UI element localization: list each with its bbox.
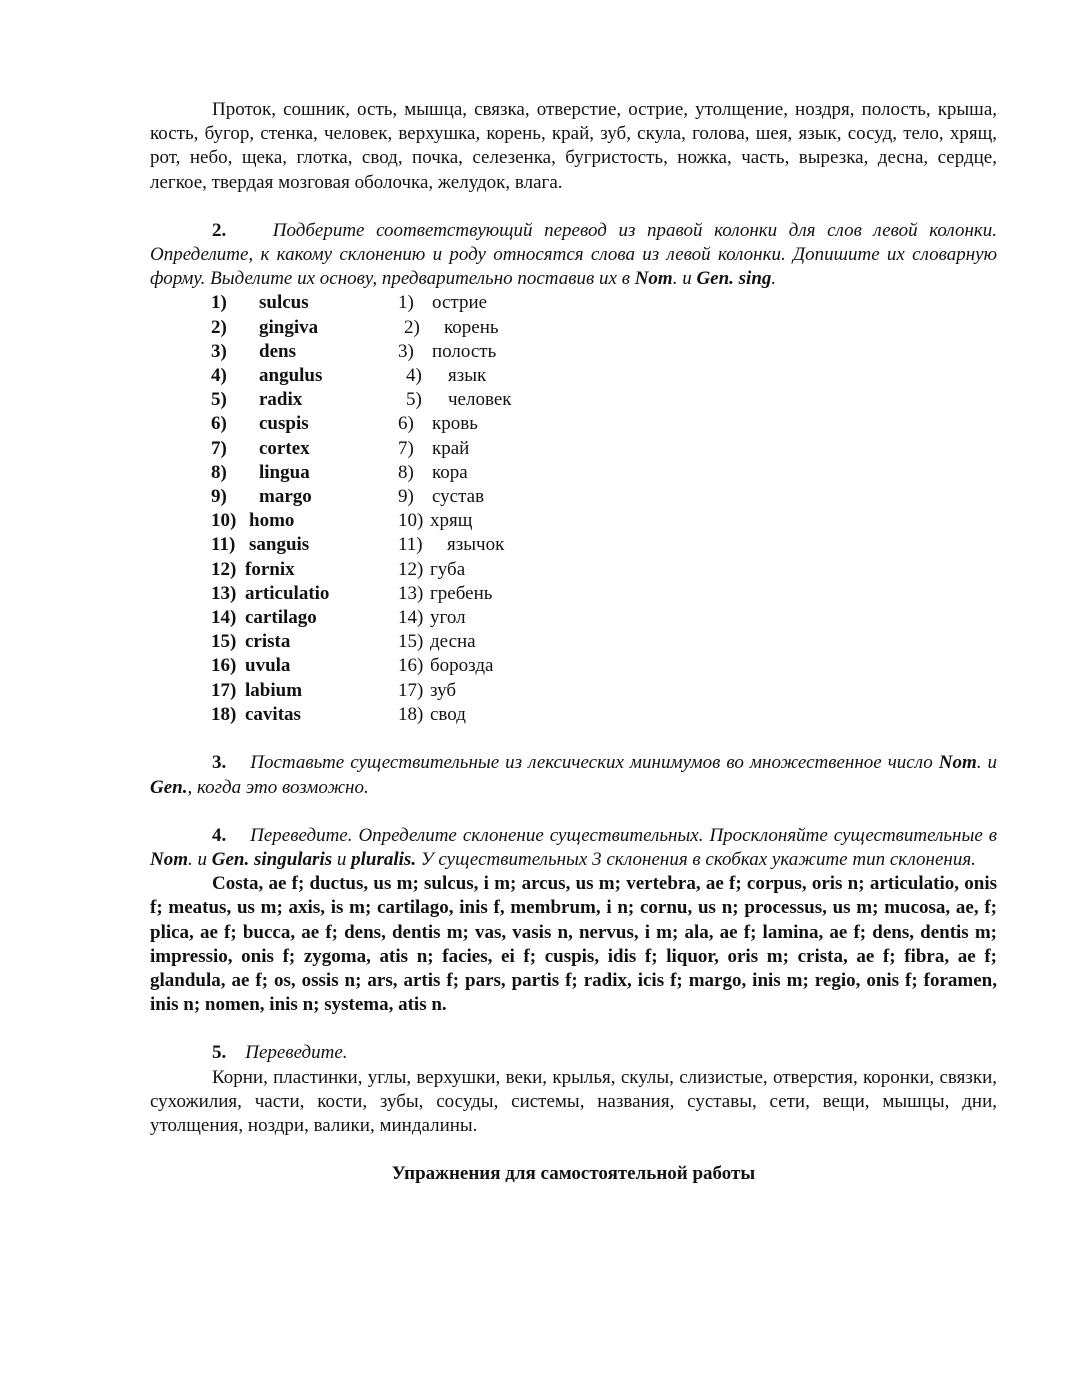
latin-word: sulcus [259,292,309,314]
vocab-row [150,654,997,678]
latin-number: 14) [211,607,237,629]
translation-number: 12) [398,558,424,580]
vocab-row [150,509,997,533]
vocab-row [150,388,997,412]
task3-gen: Gen. [150,776,188,798]
latin-word: labium [245,679,303,701]
vocab-row [150,679,997,703]
task3-instructions [150,751,997,799]
latin-number: 13) [211,582,237,604]
translation-word: свод [430,703,466,725]
latin-word: homo [249,510,295,532]
translation-word: край [432,437,470,459]
task4-text-c: и [332,849,352,871]
translation-number: 16) [398,655,424,677]
latin-number: 2) [211,316,227,338]
task3-text-b: . и [976,752,998,774]
translation-number: 5) [406,389,422,411]
task5-number: 5. [212,1042,227,1064]
translation-number: 3) [398,340,414,362]
translation-number: 13) [398,582,424,604]
translation-word: хрящ [430,510,473,532]
translation-word: кора [432,461,468,483]
vocabulary-table [150,291,997,727]
vocab-row [150,582,997,606]
latin-word: cortex [259,437,310,459]
latin-number: 11) [211,534,236,556]
translation-word: десна [430,631,476,653]
latin-word: gingiva [259,316,319,338]
translation-number: 15) [398,631,424,653]
latin-word: dens [259,340,296,362]
vocab-row [150,340,997,364]
task2-text-b: . и [672,268,697,290]
translation-number: 9) [398,486,414,508]
latin-word: margo [259,486,312,508]
task4-number: 4. [212,824,227,846]
latin-word: cartilago [245,607,317,629]
task4-gen-singularis: Gen. singularis [211,849,333,871]
translation-number: 6) [398,413,414,435]
latin-word: fornix [245,558,295,580]
section-heading: Упражнения для самостоятельной работы [391,1163,756,1185]
task3-text-c: , когда это возможно. [187,776,369,798]
latin-word: crista [245,631,291,653]
translation-word: зуб [430,679,457,701]
translation-word: острие [432,292,488,314]
translation-word: человек [448,389,512,411]
latin-number: 18) [211,703,237,725]
latin-number: 3) [211,340,227,362]
task4-text-a: Переведите. Определите склонение существительных. Просклоняйте существительные в [250,824,997,846]
latin-number: 1) [211,292,227,314]
task2-nom: Nom [634,268,673,290]
translation-word: гребень [430,582,493,604]
translation-word: угол [430,607,466,629]
task3-nom: Nom [938,752,977,774]
translation-number: 8) [398,461,414,483]
translation-number: 18) [398,703,424,725]
vocab-row [150,291,997,315]
translation-number: 7) [398,437,414,459]
latin-word: lingua [259,461,310,483]
vocab-row [150,316,997,340]
task4-text-d: У существительных 3 склонения в скобках укажите тип склонения. [416,849,976,871]
task2-gen-sing: Gen. sing [696,268,772,290]
task4-instructions [150,824,997,872]
latin-number: 15) [211,631,237,653]
translation-word: язычок [447,534,505,556]
vocab-row [150,558,997,582]
vocab-row [150,364,997,388]
translation-number: 11) [398,534,423,556]
task5-word-list: Корни, пластинки, углы, верхушки, веки, крылья, скулы, слизистые, отверстия, коронки, связки, сухожилия, части, кости, зубы, сосуды, системы, названия, суставы, сети, вещи, мышцы, дни, утолщения, ноздри, валики, миндалины. [150,1066,997,1137]
spacer [150,727,997,751]
translation-number: 2) [404,316,420,338]
translation-number: 17) [398,679,424,701]
spacer [150,1017,997,1041]
spacer [150,1138,997,1162]
task5-heading [150,1041,997,1065]
translation-word: кровь [432,413,478,435]
task2-text-c: . [771,268,777,290]
vocab-row [150,412,997,436]
task2-instructions [150,219,997,292]
latin-word: angulus [259,365,323,387]
intro-word-list: Проток, сошник, ость, мышца, связка, отверстие, острие, утолщение, ноздря, полость, крыша, кость, бугор, стенка, человек, верхушка, корень, край, зуб, скула, голова, шея, язык, сосуд, тело, хрящ, рот, небо, щека, глотка, свод, почка, селезенка, бугристость, ножка, часть, вырезка, десна, сердце, легкое, твердая мозговая оболочка, желудок, влага. [150,99,997,193]
vocab-row [150,630,997,654]
translation-word: корень [444,316,499,338]
latin-word: articulatio [245,582,330,604]
latin-number: 7) [211,437,227,459]
latin-number: 17) [211,679,237,701]
vocab-row [150,437,997,461]
task4-word-list: Costa, ae f; ductus, us m; sulcus, i m; arcus, us m; vertebra, ae f; corpus, oris n; articulatio, onis f; meatus, us m; axis, is m; cartilago, inis f, membrum, i n; cornu, us n; processus, us m; mucosa, ae, f; plica, ae f; bucca, ae f; dens, dentis m; vas, vasis n, nervus, i m; ala, ae f; lamina, ae f; dens, dentis m; impressio, onis f; zygoma, atis n; facies, ei f; cuspis, idis f; liquor, oris m; crista, ae f; fibra, ae f; glandula, ae f; os, ossis n; ars, artis f; pars, partis f; radix, icis f; margo, inis m; regio, onis f; foramen, inis n; nomen, inis n; systema, atis n. [150,873,997,1016]
spacer [150,800,997,824]
task4-pluralis: pluralis. [351,849,417,871]
vocab-row [150,606,997,630]
latin-number: 5) [211,389,227,411]
translation-word: губа [430,558,466,580]
latin-number: 12) [211,558,237,580]
translation-number: 14) [398,607,424,629]
latin-word: cuspis [259,413,309,435]
latin-number: 16) [211,655,237,677]
vocab-row [150,533,997,557]
task5-title: Переведите. [245,1042,348,1064]
task2-text-a: Подберите соответствующий перевод из правой колонки для слов левой колонки. Определите, к какому склонению и роду относятся слова из левой колонки. Допишите их словарную форму. Выделите их основу, предварительно поставив их в [150,219,998,290]
document-page [150,98,997,1186]
latin-word: cavitas [245,703,301,725]
translation-number: 1) [398,292,414,314]
task2-number: 2. [212,219,227,241]
translation-word: полость [432,340,497,362]
latin-word: uvula [245,655,291,677]
latin-number: 10) [211,510,237,532]
task3-text-a: Поставьте существительные из лексических минимумов во множественное число [250,752,939,774]
latin-number: 4) [211,365,227,387]
translation-word: борозда [430,655,494,677]
task3-number: 3. [212,752,227,774]
translation-word: сустав [432,486,485,508]
latin-word: radix [259,389,303,411]
translation-number: 10) [398,510,424,532]
spacer [150,195,997,219]
translation-word: язык [448,365,487,387]
latin-number: 6) [211,413,227,435]
latin-number: 9) [211,486,227,508]
latin-number: 8) [211,461,227,483]
vocab-row [150,461,997,485]
task4-nom: Nom [150,849,188,871]
task4-text-b: . и [188,849,212,871]
vocab-row [150,485,997,509]
vocab-row [150,703,997,727]
latin-word: sanguis [249,534,310,556]
translation-number: 4) [406,365,422,387]
